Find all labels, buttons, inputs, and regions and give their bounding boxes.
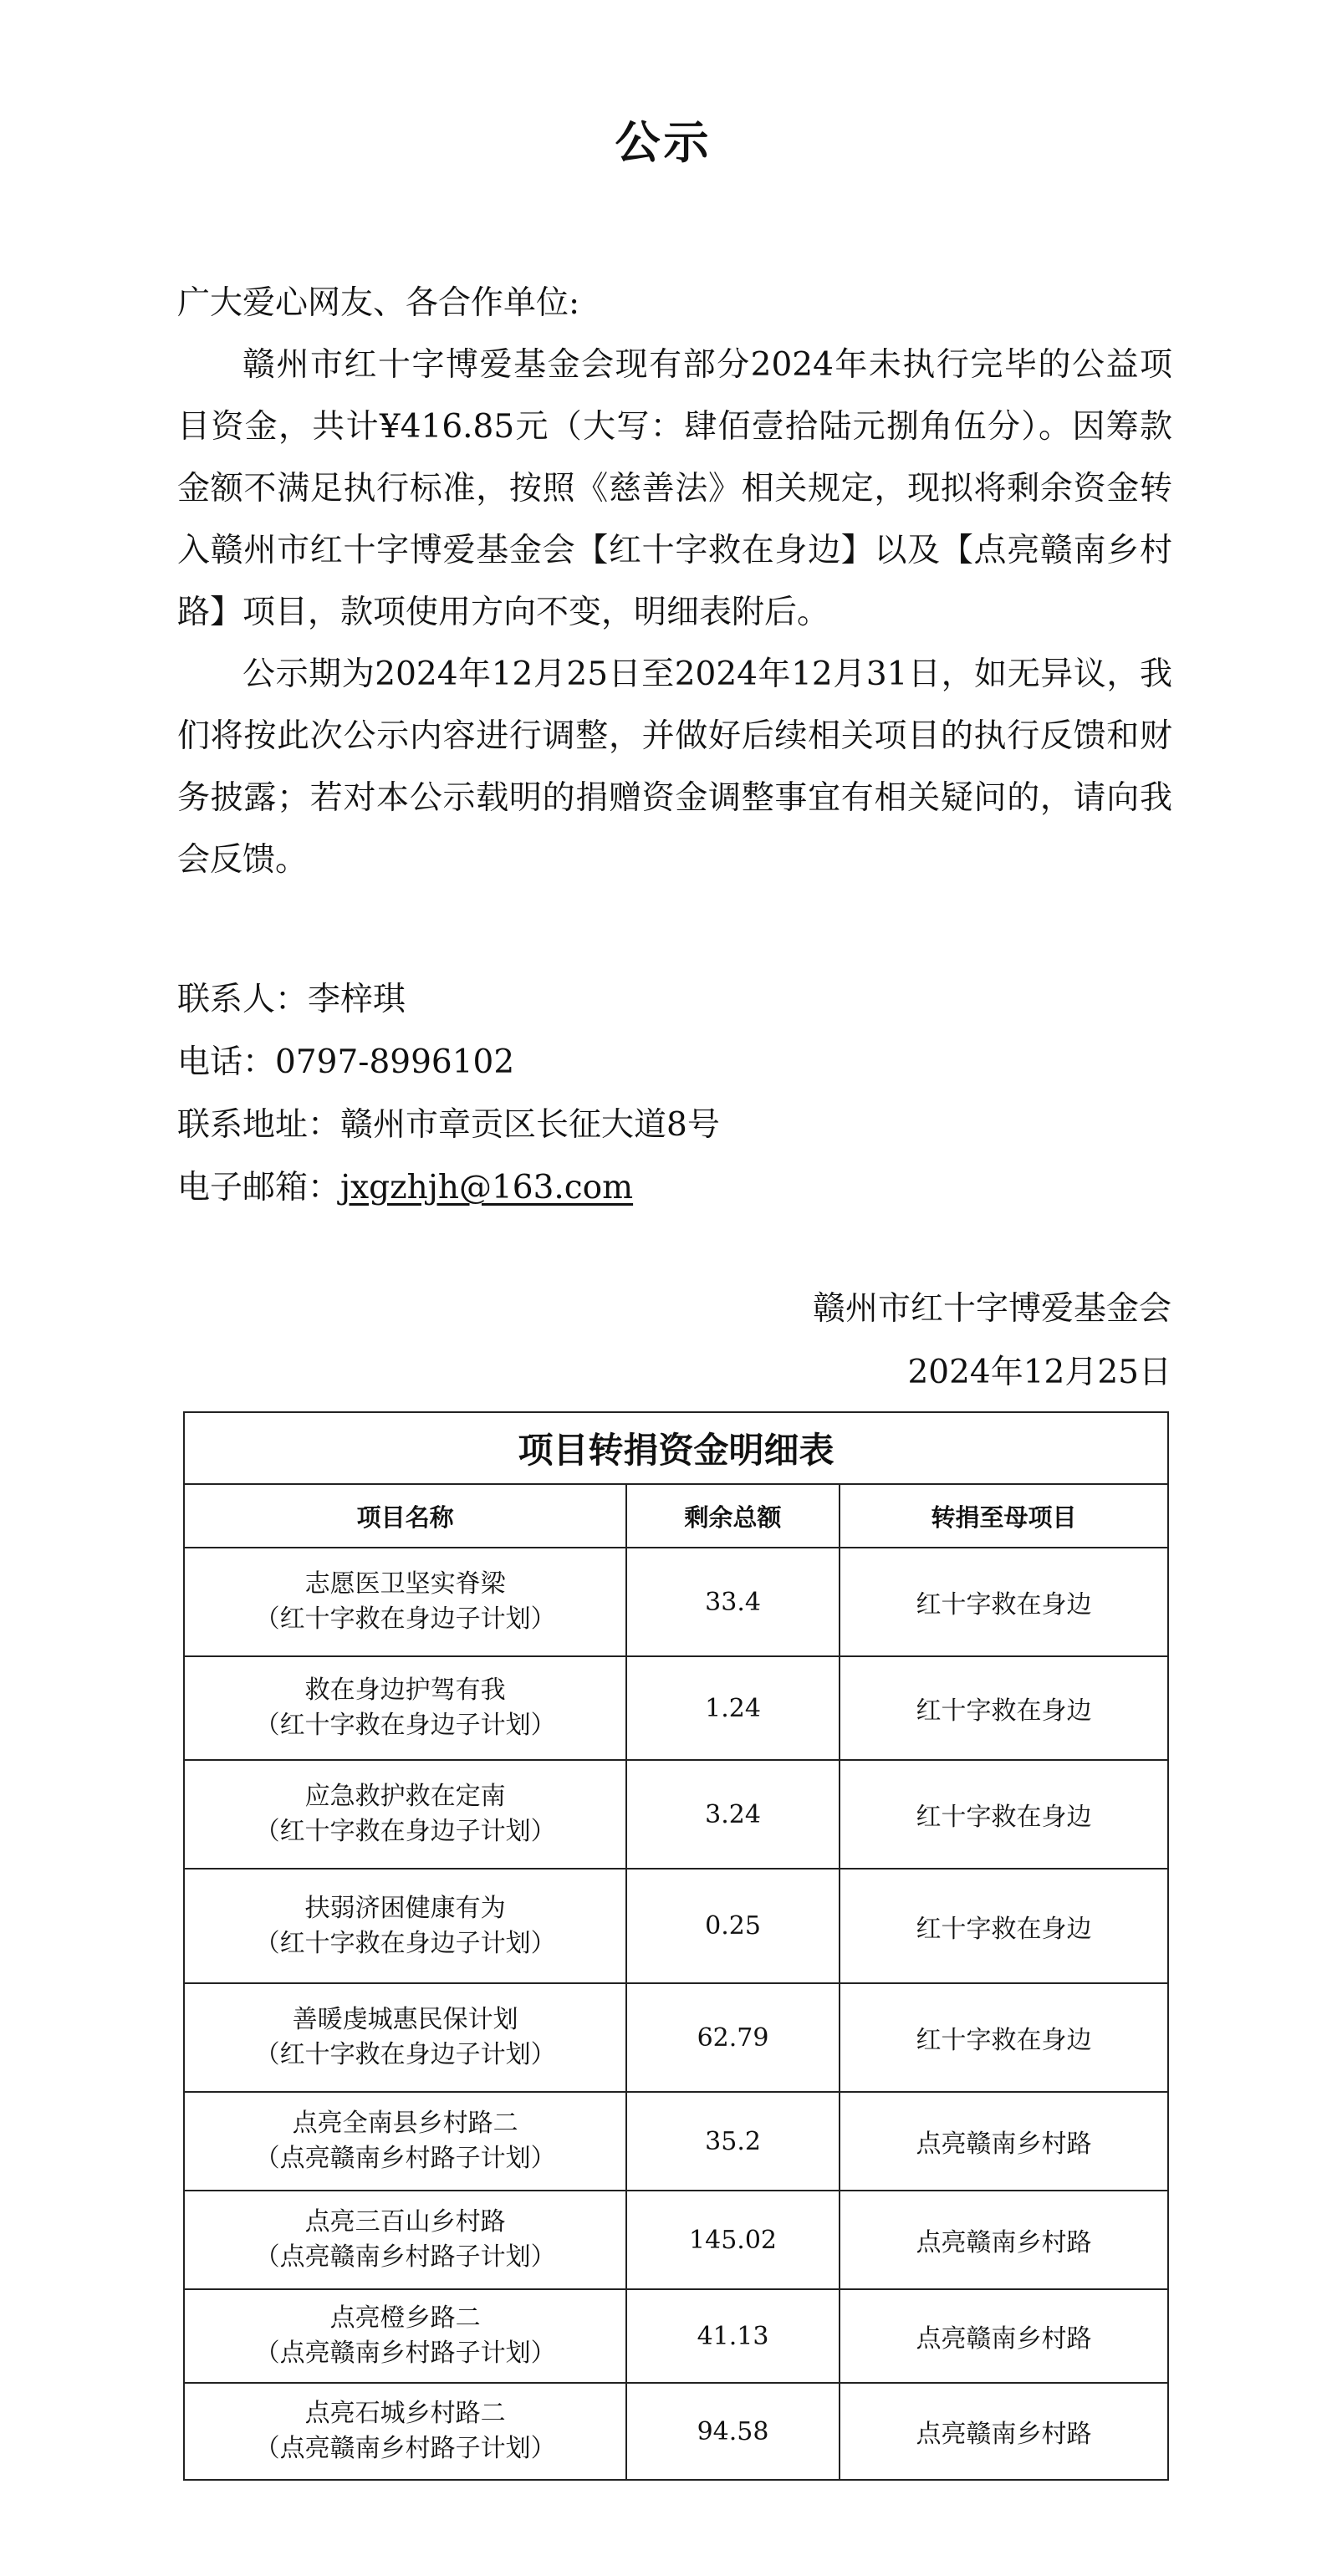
- project-subplan: （红十字救在身边子计划）: [254, 1604, 556, 1634]
- project-name: 点亮全南县乡村路二: [292, 2109, 518, 2138]
- target-project: 红十字救在身边: [840, 1760, 1168, 1869]
- project-name: 志愿医卫坚实脊梁: [304, 1569, 506, 1599]
- target-project: 点亮赣南乡村路: [840, 2289, 1168, 2383]
- paragraph-funds: 赣州市红十字博爱基金会现有部分2024年未执行完毕的公益项目资金，共计¥416.85元（大写：肆佰壹拾陆元捌角伍分）。因筹款金额不满足执行标准，按照《慈善法》相关规定，现拟将剩余资金转入赣州市红十字博爱基金会【红十字救在身边】以及【点亮赣南乡村路】项目，款项使用方向不变，明细表附后。: [177, 346, 1172, 631]
- project-name: 点亮橙乡路二: [329, 2303, 481, 2333]
- signature-date: 2024年12月25日: [907, 1354, 1171, 1391]
- contact-person-line: [177, 968, 720, 1031]
- table-caption-row: [184, 1412, 1168, 1484]
- target-project: 红十字救在身边: [840, 1983, 1168, 2092]
- header-remaining-amount: 剩余总额: [626, 1484, 840, 1548]
- project-subplan: （点亮赣南乡村路子计划）: [254, 2434, 556, 2463]
- remaining-amount: 94.58: [626, 2383, 840, 2480]
- remaining-amount: 35.2: [626, 2092, 840, 2191]
- project-name: 点亮三百山乡村路: [304, 2207, 506, 2237]
- paragraph-period: 公示期为2024年12月25日至2024年12月31日，如无异议，我们将按此次公示内容进行调整，并做好后续相关项目的执行反馈和财务披露；若对本公示载明的捐赠资金调整事宜有相关疑问的，请向我会反馈。: [177, 655, 1172, 879]
- remaining-amount: 0.25: [626, 1869, 840, 1983]
- project-subplan: （红十字救在身边子计划）: [254, 1928, 556, 1958]
- table-caption: 项目转捐资金明细表: [184, 1412, 1168, 1484]
- project-name-cell: [184, 2383, 626, 2480]
- table-row: [184, 1869, 1168, 1983]
- project-subplan: （红十字救在身边子计划）: [254, 2040, 556, 2069]
- table-row: [184, 1548, 1168, 1656]
- remaining-amount: 41.13: [626, 2289, 840, 2383]
- contact-email-line: [177, 1156, 720, 1219]
- contact-person: 李梓琪: [308, 981, 406, 1018]
- table-row: [184, 2383, 1168, 2480]
- contact-address-label: 联系地址：: [177, 1106, 341, 1144]
- project-name: 点亮石城乡村路二: [304, 2399, 506, 2428]
- page-title: 公示: [615, 116, 712, 169]
- signature-organization: 赣州市红十字博爱基金会: [812, 1290, 1171, 1328]
- project-name: 扶弱济困健康有为: [304, 1893, 506, 1923]
- table-row: [184, 2191, 1168, 2289]
- project-subplan: （点亮赣南乡村路子计划）: [254, 2242, 556, 2272]
- table-row: [184, 1983, 1168, 2092]
- transfer-detail-table: [183, 1411, 1169, 2481]
- project-subplan: （红十字救在身边子计划）: [254, 1817, 556, 1846]
- project-name-cell: [184, 2191, 626, 2289]
- remaining-amount: 33.4: [626, 1548, 840, 1656]
- remaining-amount: 62.79: [626, 1983, 840, 2092]
- target-project: 红十字救在身边: [840, 1656, 1168, 1760]
- table-row: [184, 1656, 1168, 1760]
- target-project: 点亮赣南乡村路: [840, 2383, 1168, 2480]
- target-project: 红十字救在身边: [840, 1548, 1168, 1656]
- contact-phone: 0797-8996102: [275, 1043, 515, 1081]
- project-name: 善暖虔城惠民保计划: [292, 2005, 518, 2034]
- table-row: [184, 2092, 1168, 2191]
- signature-block: [813, 1278, 1171, 1405]
- contact-email-link[interactable]: jxgzhjh@163.com: [340, 1169, 634, 1206]
- target-project: 红十字救在身边: [840, 1869, 1168, 1983]
- project-name-cell: [184, 2092, 626, 2191]
- contact-address-line: [177, 1094, 720, 1156]
- contact-address: 赣州市章贡区长征大道8号: [340, 1106, 720, 1144]
- target-project: 点亮赣南乡村路: [840, 2092, 1168, 2191]
- project-subplan: （点亮赣南乡村路子计划）: [254, 2144, 556, 2173]
- project-subplan: （红十字救在身边子计划）: [254, 1711, 556, 1740]
- contact-phone-line: [177, 1031, 720, 1094]
- project-name-cell: [184, 2289, 626, 2383]
- salutation: 广大爱心网友、各合作单位:: [177, 284, 580, 322]
- remaining-amount: 145.02: [626, 2191, 840, 2289]
- project-name: 救在身边护驾有我: [304, 1676, 506, 1705]
- contact-email-label: 电子邮箱：: [177, 1169, 341, 1206]
- contact-person-label: 联系人：: [177, 981, 309, 1018]
- project-name-cell: [184, 1869, 626, 1983]
- header-target-project: 转捐至母项目: [840, 1484, 1168, 1548]
- target-project: 点亮赣南乡村路: [840, 2191, 1168, 2289]
- header-project-name: 项目名称: [184, 1484, 626, 1548]
- contact-block: [177, 968, 720, 1219]
- remaining-amount: 1.24: [626, 1656, 840, 1760]
- project-name-cell: [184, 1983, 626, 2092]
- project-name-cell: [184, 1760, 626, 1869]
- project-name-cell: [184, 1656, 626, 1760]
- table-row: [184, 1760, 1168, 1869]
- notice-body: [177, 273, 1172, 891]
- project-name-cell: [184, 1548, 626, 1656]
- remaining-amount: 3.24: [626, 1760, 840, 1869]
- table-row: [184, 2289, 1168, 2383]
- table-header-row: [184, 1484, 1168, 1548]
- contact-phone-label: 电话：: [177, 1043, 276, 1081]
- project-name: 应急救护救在定南: [304, 1782, 506, 1811]
- project-subplan: （点亮赣南乡村路子计划）: [254, 2339, 556, 2368]
